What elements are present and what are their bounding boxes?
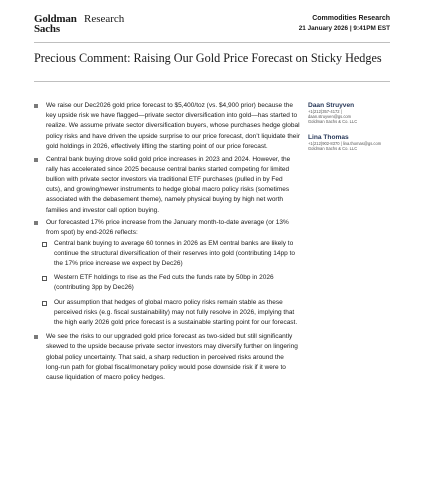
sub-bullet-text: Central bank buying to average 60 tonnes in 2026 as EM central banks are likely to continue the structural diversification of their reserves into gold (contributing 14pp to the 17% price increase we expect by Dec26) <box>54 239 295 268</box>
section-name: Commodities Research <box>312 15 390 22</box>
report-title: Precious Comment: Raising Our Gold Price Forecast on Sticky Hedges <box>34 51 382 65</box>
hollow-square-bullet-icon <box>42 276 47 281</box>
hollow-square-bullet-icon <box>42 301 47 306</box>
hollow-square-bullet-icon <box>42 242 47 247</box>
bullet-text: Central bank buying drove solid gold price increases in 2023 and 2024. However, the rally has accelerated since 2025 because central banks started competing for limited bullion with private sector investors via traditional ETF purchases (pulled in by Fed cuts), and growing/newer instruments to hedge global macro policy risks (sometimes associated with the debasement theme), namely physical buying by high net worth families and investor call option buying. <box>46 155 291 214</box>
logo-line-2: Sachs <box>34 23 60 35</box>
author-firm: Goldman Sachs & Co. LLC <box>308 118 358 124</box>
publish-date: 21 January 2026 | 9:41PM EST <box>298 25 390 32</box>
square-bullet-icon <box>34 104 38 108</box>
sub-bullet-text: Western ETF holdings to rise as the Fed cuts the funds rate by 50bp in 2026 (contributing 3pp by Dec26) <box>54 274 274 292</box>
logo-line-1: Goldman <box>34 13 77 25</box>
bullet-item <box>34 155 300 216</box>
author-phone: +1(212)357-4172 | <box>308 109 342 114</box>
sub-bullet-text: Our assumption that hedges of global macro policy risks remain stable as these perceived risks (e.g. fiscal sustainability) may not fully resolve in 2026, implying that the high early 2026 gold price forecast is a sustainable starting point for our forecast. <box>54 298 298 327</box>
author-email[interactable]: daan.struyven@gs.com <box>308 113 352 119</box>
bullet-item <box>34 218 300 328</box>
sub-bullet-item <box>34 239 300 270</box>
research-label: Research <box>84 13 125 25</box>
bullet-text: We raise our Dec2026 gold price forecast to $5,400/toz (vs. $4,900 prior) because the key upside risk we have flagged—private sector diversification into gold—has started to realize. We assume private sector diversification buyers, whose purchases hedge global policy risks and have driven the upside surprise to our price forecast, don’t liquidate their gold holdings in 2026, effectively lifting the starting point of our price forecast. <box>46 102 300 150</box>
square-bullet-icon <box>34 158 38 162</box>
header-meta <box>299 14 390 34</box>
author-sidebar <box>308 102 398 161</box>
header-divider <box>34 42 390 43</box>
square-bullet-icon <box>34 221 38 225</box>
sub-bullet-list <box>34 239 300 329</box>
sub-bullet-item <box>34 298 300 329</box>
author-card <box>308 134 398 152</box>
author-phone-email[interactable]: +1(212)902-8370 | lina.thomas@gs.com <box>308 140 382 146</box>
bullet-list <box>34 101 300 383</box>
summary-body <box>34 101 300 386</box>
author-card <box>308 102 398 125</box>
title-divider <box>34 81 390 82</box>
goldman-sachs-logo <box>34 14 77 34</box>
sub-bullet-item <box>34 273 300 293</box>
bullet-item <box>34 332 300 383</box>
square-bullet-icon <box>34 335 38 339</box>
author-firm: Goldman Sachs & Co. LLC <box>308 145 358 151</box>
report-header <box>34 14 390 40</box>
bullet-text: Our forecasted 17% price increase from the January month-to-date average (or 13% from spot) by end-2026 reflects: <box>46 219 289 237</box>
author-name[interactable]: Lina Thomas <box>308 133 349 141</box>
author-name[interactable]: Daan Struyven <box>308 102 355 109</box>
bullet-item <box>34 101 300 152</box>
bullet-text: We see the risks to our upgraded gold price forecast as two-sided but still significantly skewed to the upside because private sector investors may diversify further on lingering global policy uncertainty. That said, a sharp reduction in perceived risks around the long-run path for global fiscal/monetary policy would pose downside risk if it were to cause liquidation of macro policy hedges. <box>46 333 298 382</box>
